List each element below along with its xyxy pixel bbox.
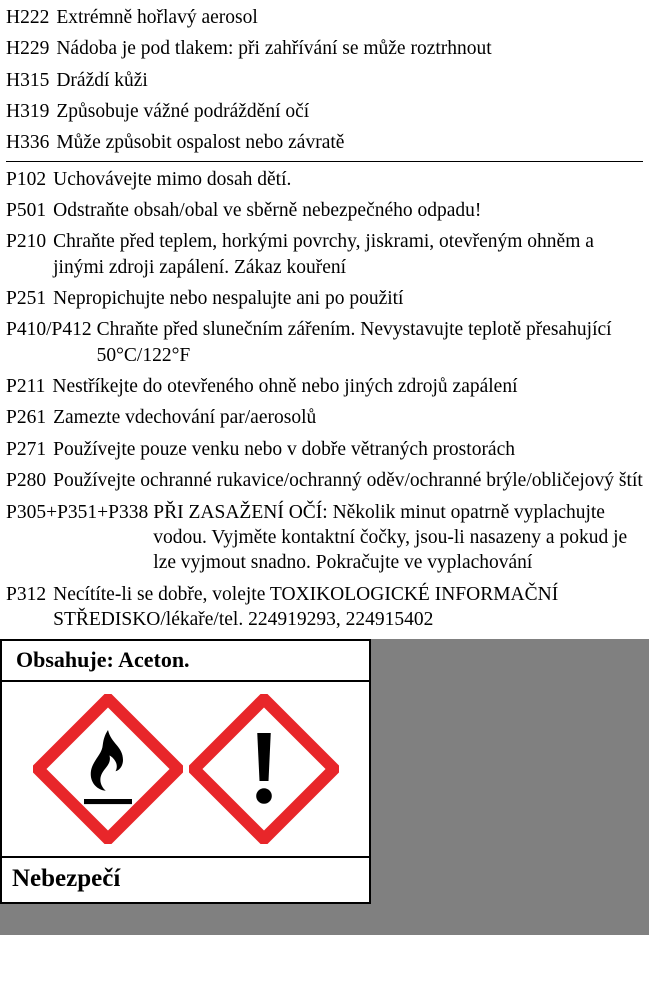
statement-text: Chraňte před teplem, horkými povrchy, jiskrami, otevřeným ohněm a jinými zdroji zapálení. Zákaz kouření — [53, 231, 594, 278]
statement-code: H336 — [6, 132, 50, 154]
statement-text: Dráždí kůži — [56, 69, 148, 91]
statement-row — [6, 371, 643, 402]
statement-row — [6, 195, 643, 226]
statement-text: Necítíte-li se dobře, volejte TOXIKOLOGICKÉ INFORMAČNÍ STŘEDISKO/lékaře/tel. 224919293, 224915402 — [53, 583, 559, 630]
statement-code: P280 — [6, 470, 47, 492]
statement-row — [6, 65, 643, 96]
statement-text: Používejte ochranné rukavice/ochranný oděv/ochranné brýle/obličejový štít — [53, 470, 643, 492]
exclamation-mark-pictogram — [189, 694, 339, 844]
statement-row — [6, 2, 643, 33]
label-card — [0, 639, 371, 904]
statement-code: P305+P351+P338 — [6, 501, 149, 523]
statement-row — [6, 96, 643, 127]
label-image-area — [0, 639, 649, 935]
statement-row — [6, 283, 643, 314]
statement-code: P102 — [6, 168, 47, 190]
statement-code: P210 — [6, 231, 47, 253]
pictogram-row — [2, 682, 369, 858]
statement-row — [6, 161, 643, 195]
statement-row — [6, 465, 643, 496]
statement-code: P211 — [6, 376, 46, 398]
statement-text: Zamezte vdechování par/aerosolů — [53, 407, 317, 429]
statement-code: H319 — [6, 101, 50, 123]
signal-word: Nebezpečí — [12, 865, 121, 893]
statement-text: Nepropichujte nebo nespalujte ani po použití — [53, 288, 404, 310]
statement-code: P410/P412 — [6, 319, 92, 341]
statement-row — [6, 497, 643, 579]
statement-row — [6, 33, 643, 64]
flame-pictogram — [33, 694, 183, 844]
statement-row — [6, 314, 643, 371]
statement-code: H315 — [6, 69, 50, 91]
statement-text: PŘI ZASAŽENÍ OČÍ: Několik minut opatrně vyplachujte vodou. Vyjměte kontaktní čočky, jsou-li nasazeny a pokud je lze vyjmout snadno. Pokračujte ve vyplachování — [153, 501, 628, 574]
statement-code: P271 — [6, 438, 47, 460]
statement-row — [6, 127, 643, 158]
statement-row — [6, 226, 643, 283]
statement-code: P501 — [6, 200, 47, 222]
statement-code: H222 — [6, 7, 50, 28]
statement-code: H229 — [6, 38, 50, 60]
statement-text: Extrémně hořlavý aerosol — [56, 7, 258, 28]
statement-row — [6, 579, 643, 636]
statement-row — [6, 402, 643, 433]
statement-text: Chraňte před slunečním zářením. Nevystavujte teplotě přesahující 50°C/122°F — [96, 319, 612, 366]
statement-text: Může způsobit ospalost nebo závratě — [56, 132, 345, 154]
statement-text: Používejte pouze venku nebo v dobře větraných prostorách — [53, 438, 515, 460]
statement-code: P261 — [6, 407, 47, 429]
statement-code: P312 — [6, 583, 47, 605]
statement-code: P251 — [6, 288, 47, 310]
statement-text: Uchovávejte mimo dosah dětí. — [53, 168, 292, 190]
statement-text: Odstraňte obsah/obal ve sběrně nebezpečného odpadu! — [53, 200, 482, 222]
statement-text: Nádoba je pod tlakem: při zahřívání se může roztrhnout — [56, 38, 492, 60]
statement-text: Způsobuje vážné podráždění očí — [56, 101, 310, 123]
contains-text: Obsahuje: Aceton. — [2, 641, 369, 682]
statement-text: Nestříkejte do otevřeného ohně nebo jiných zdrojů zapálení — [52, 376, 518, 398]
statement-row — [6, 434, 643, 465]
